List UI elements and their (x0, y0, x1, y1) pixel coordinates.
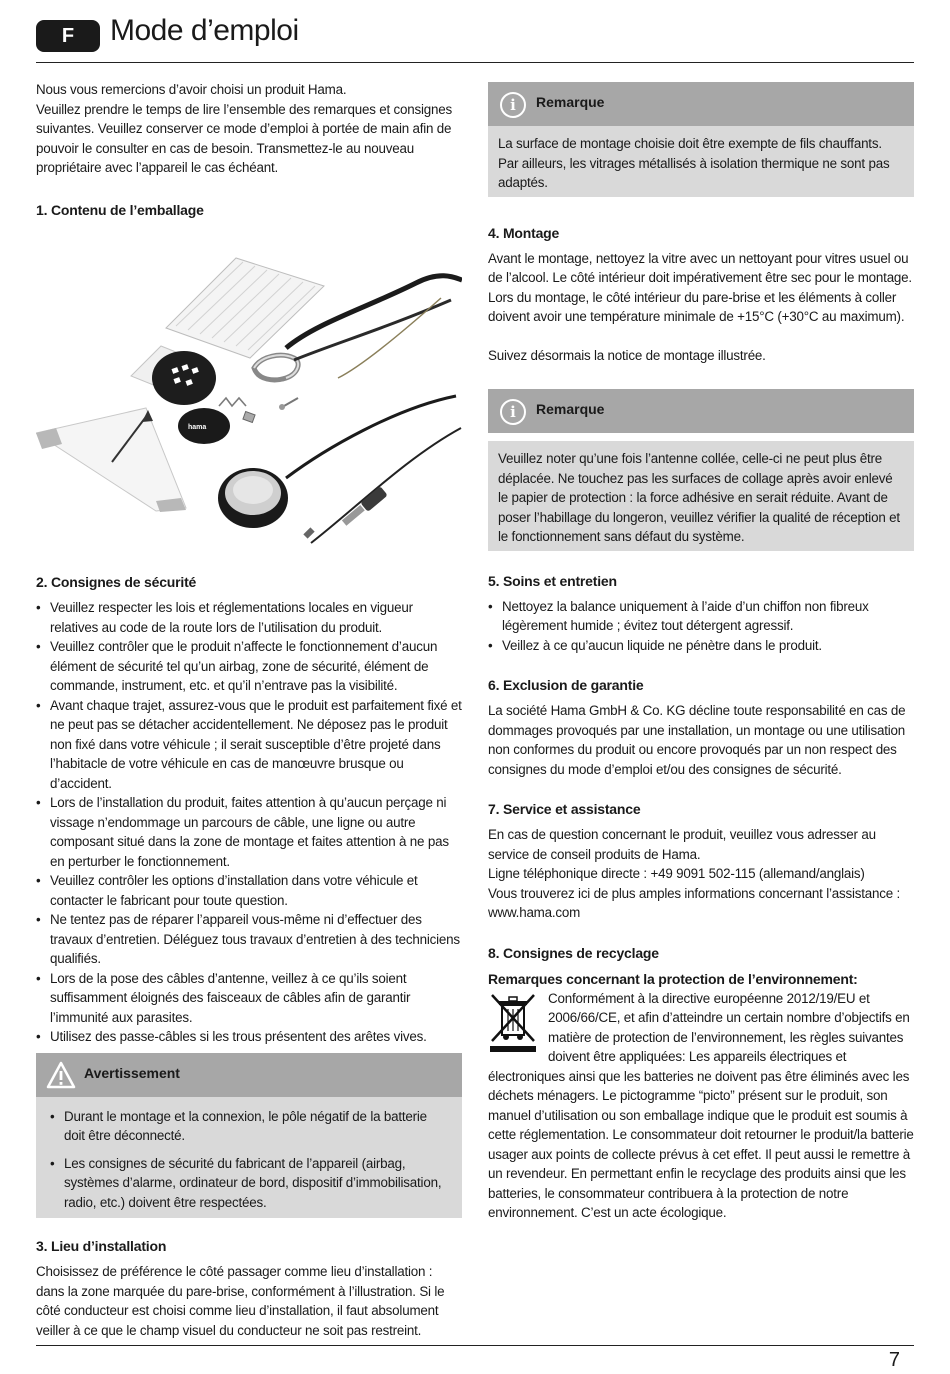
section-8-subtitle: Remarques concernant la protection de l’environnement: (488, 970, 858, 987)
cover-cap-image (178, 408, 230, 444)
info-icon: i (500, 399, 526, 425)
warning-body (36, 1097, 462, 1219)
metal-clip-image (254, 355, 298, 380)
note-label: Remarque (536, 401, 605, 417)
list-item: • Veuillez respecter les lois et réglementations locales en vigueur relatives au code de la route lors de l’utilisation du produit. (36, 598, 462, 637)
page-number: 7 (888, 1349, 900, 1371)
list-item: • Veillez à ce qu’aucun liquide ne pénètre dans le produit. (488, 636, 914, 656)
section-4-title: 4. Montage (488, 224, 560, 241)
list-item: • Lors de l’installation du produit, faites attention à qu’aucun perçage ni vissage n’endommage un parcours de câble, une ligne ou autre composant situé dans la zone de montage et faites attention à ne pas en perturber le fonctionnement. (36, 793, 462, 871)
warning-label: Avertissement (84, 1064, 180, 1081)
footer-divider (36, 1345, 914, 1346)
section-5-title: 5. Soins et entretien (488, 572, 617, 589)
language-badge: F (36, 20, 100, 52)
care-list (488, 597, 914, 656)
section-8-text: Conformément à la directive européenne 2012/19/EU et 2006/66/CE, et afin d’atteindre un certain nombre d’objectifs en matière de protection de l’environnement, les règles suivantes doivent être appliquées: Les appareils électriques et électroniques ainsi que les batteries ne doivent pas être éliminés avec les déchets ménagers. Le pictogramme “picto” présent sur le produit, son manuel d’utilisation ou son emballage indique que le produit est soumis à cette réglementation. Le consommateur doit retourner le produit/la batterie usager aux points de collecte prévus à cet effet. Il peut aussi le remettre à un revendeur. En permettant enfin le recyclage des produits ainsi que les batteries, le consommateur contribuera à la protection de notre environnement. C’est un acte écologique. (488, 990, 914, 1220)
warning-box (36, 1053, 462, 1219)
section-7-line-3: Vous trouverez ici de plus amples informations concernant l’assistance : www.hama.com (488, 885, 901, 920)
list-item: • Ne tentez pas de réparer l’appareil vous-même ni d’effectuer des travaux d’entretien. Déléguez tous travaux d’entretien à des techniciens qualifiés. (36, 910, 462, 969)
section-7-line-2: Ligne téléphonique directe : +49 9091 502-115 (allemand/anglais) (488, 866, 865, 881)
note-label: Remarque (536, 94, 605, 110)
list-item: • Nettoyez la balance uniquement à l’aide d’un chiffon non fibreux légèrement humide ; évitez tout détergent agressif. (488, 597, 914, 636)
note-body (488, 126, 914, 197)
section-4-text-2: Suivez désormais la notice de montage illustrée. (488, 347, 766, 363)
safety-list (36, 598, 462, 1047)
note-body (488, 441, 914, 551)
intro-line-1: Nous vous remercions d’avoir choisi un produit Hama. (36, 82, 347, 97)
section-3-text: Choisissez de préférence le côté passager comme lieu d’installation : dans la zone marquée du pare-brise, conformément à l’illustration. Si le côté conducteur est choisi comme lieu d’installation, il faut absolument veiller à ce que le champ visuel du conducteur ne soit pas restreint. (36, 1264, 445, 1338)
crossed-bin-icon (488, 991, 538, 1053)
recycling-block (488, 989, 914, 1223)
section-4-text: Avant le montage, nettoyez la vitre avec un nettoyant pour vitres usuel ou de l’alcool. Le côté intérieur doit impérativement être sec pour le montage. Lors du montage, le côté intérieur du pare-brise et les éléments à coller doivent avoir une température minimale de +15°C (+30°C au maximum). (488, 250, 912, 324)
note-text: Veuillez noter qu’une fois l’antenne collée, celle-ci ne peut plus être déplacée. Ne touchez pas les surfaces de collage après avoir enlevé le papier de protection : la force adhésive en serait réduite. Avant de poser l’habillage du longeron, veuillez vérifier la qualité de réception et le fonctionnement sans défaut du système. (498, 451, 900, 544)
screw-image (279, 398, 298, 410)
list-item: • Durant le montage et la connexion, le pôle négatif de la batterie doit être déconnecté. (50, 1107, 450, 1146)
section-6-text: La société Hama GmbH & Co. KG décline toute responsabilité en cas de dommages provoqués par une installation, un montage ou une utilisation non conformes du produit ou encore provoqués par un non respect des consignes du mode d’emploi et/ou des consignes de sécurité. (488, 703, 906, 777)
note-header (488, 82, 914, 126)
list-item: • Avant chaque trajet, assurez-vous que le produit est parfaitement fixé et ne peut pas se détacher accidentellement. Ne déposez pas le produit non fixé dans votre véhicule ; il serait susceptible d’être projeté dans l’habitacle de votre véhicule en cas de manœuvre brusque ou d’accident. (36, 696, 462, 794)
section-7-line-1: En cas de question concernant le produit, veuillez vous adresser au service de conseil produits de Hama. (488, 827, 876, 862)
template-triangle-image (36, 408, 186, 512)
info-icon: i (500, 92, 526, 118)
page-header (36, 10, 914, 63)
page-title: Mode d’emploi (110, 14, 299, 47)
list-item: • Veuillez contrôler les options d’installation dans votre véhicule et contacter le fabricant pour toute question. (36, 871, 462, 910)
section-6-title: 6. Exclusion de garantie (488, 677, 644, 693)
connector-plug-image (303, 486, 387, 539)
section-1-title: 1. Contenu de l’emballage (36, 201, 204, 218)
svg-text:hama: hama (188, 424, 207, 431)
antenna-housing-image (218, 468, 288, 528)
list-item: • Les consignes de sécurité du fabricant de l’appareil (airbag, systèmes d’alarme, ordinateur de bord, dispositif d’immobilisation, radio, etc.) doivent être respectées. (50, 1154, 450, 1213)
left-column-lower (36, 572, 462, 1340)
note-text: La surface de montage choisie doit être exempte de fils chauffants. Par ailleurs, les vitrages métallisés à isolation thermique ne sont pas adaptés. (498, 136, 890, 190)
section-3-title: 3. Lieu d’installation (36, 1238, 167, 1254)
section-8-title: 8. Consignes de recyclage (488, 944, 659, 961)
note-box-1 (488, 82, 914, 197)
note-header (488, 389, 914, 433)
right-column (488, 82, 914, 1223)
list-item: • Veuillez contrôler que le produit n’affecte le fonctionnement d’aucun élément de sécurité tel qu’un airbag, zone de sécurité, élément de commande, instrument, etc. et qu’il n’entrave pas la visibilité. (36, 637, 462, 696)
list-item: • Utilisez des passe-câbles si les trous présentent des arêtes vives. (36, 1027, 462, 1047)
list-item: • Lors de la pose des câbles d’antenne, veillez à ce qu’ils soient suffisamment éloignés des faisceaux de câbles afin de garantir l’immunité aux parasites. (36, 969, 462, 1028)
section-7-title: 7. Service et assistance (488, 801, 641, 817)
section-2-title: 2. Consignes de sécurité (36, 574, 197, 590)
warning-header (36, 1053, 462, 1097)
left-column (36, 80, 462, 220)
intro-paragraph: Veuillez prendre le temps de lire l’ensemble des remarques et consignes suivantes. Veuillez conserver ce mode d’emploi à portée de main afin de pouvoir le consulter en cas de besoin. Transmettez-le au nouveau propriétaire avec l’appareil le cas échéant. (36, 101, 453, 175)
note-box-2 (488, 389, 914, 551)
warning-icon (46, 1061, 76, 1089)
mounting-plate-image (152, 351, 216, 405)
adhesive-sheet-image (166, 258, 324, 358)
package-contents-illustration (36, 228, 462, 558)
